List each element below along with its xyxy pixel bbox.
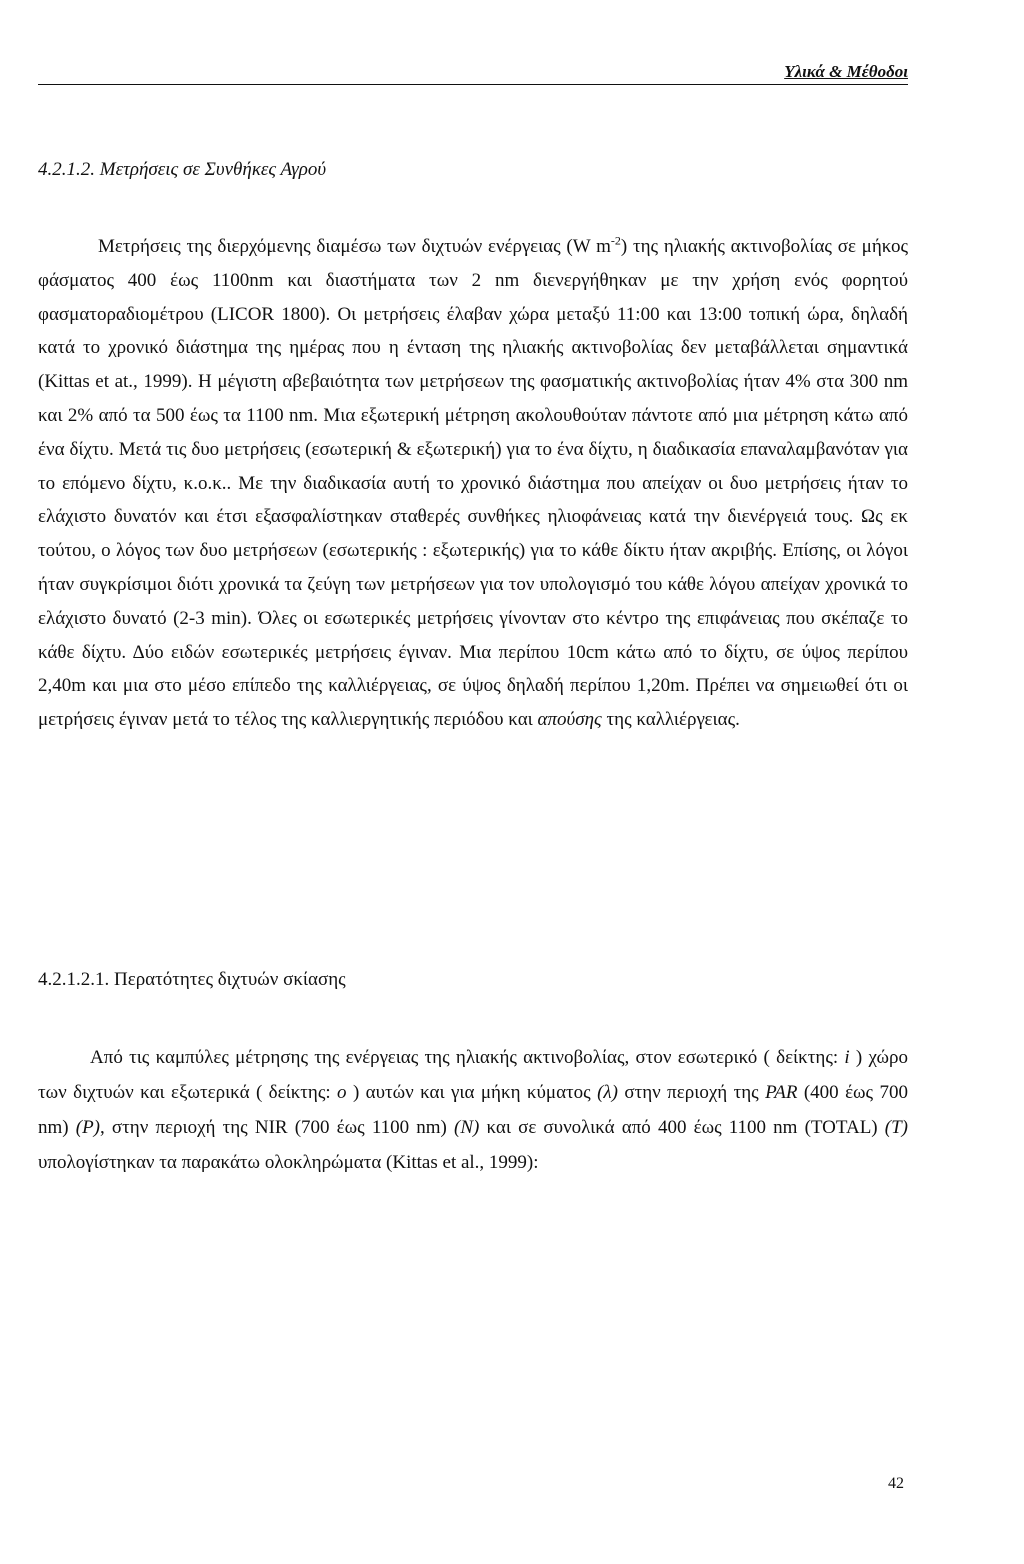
- section-heading: 4.2.1.2. Μετρήσεις σε Συνθήκες Αγρού: [38, 159, 327, 180]
- text-run: της καλλιέργειας.: [601, 709, 740, 731]
- text-run: υπολογίστηκαν τα παρακάτω ολοκληρώματα (Kittas et al., 1999):: [38, 1152, 539, 1173]
- subsection-heading: 4.2.1.2.1. Περατότητες διχτυών σκίασης: [38, 969, 346, 990]
- header-rule: [38, 84, 908, 85]
- italic-p: (P): [75, 1117, 101, 1138]
- text-run: ) αυτών και για μήκη κύματος: [346, 1082, 598, 1103]
- italic-index-o: o: [337, 1082, 347, 1103]
- italic-index-i: i: [844, 1047, 850, 1068]
- italic-t: (T): [884, 1117, 908, 1138]
- paragraph-field-measurements: [38, 230, 908, 737]
- paragraph-transmittance: [38, 1040, 908, 1180]
- italic-term: απούσης: [537, 709, 602, 731]
- italic-par: PAR: [765, 1082, 798, 1103]
- text-run: Μετρήσεις της διερχόμενης διαμέσω των διχτυών ενέργειας (W m: [98, 236, 611, 257]
- superscript: -2: [610, 233, 621, 248]
- page-number: 42: [888, 1475, 904, 1492]
- text-run: , στην περιοχή της NIR (700 έως 1100 nm): [100, 1117, 454, 1138]
- text-run: στην περιοχή της: [617, 1082, 766, 1103]
- text-run: Από τις καμπύλες μέτρησης της ενέργειας της ηλιακής ακτινοβολίας, στον εσωτερικό ( δείκτης:: [90, 1047, 845, 1068]
- italic-n: (N): [454, 1117, 480, 1138]
- text-run: ) της ηλιακής ακτινοβολίας σε μήκος φάσματος 400 έως 1100nm και διαστήματα των 2 nm διενεργήθηκαν με την χρήση ενός φορητού φασματοραδιομέτρου (LICOR 1800). Οι μετρήσεις έλαβαν χώρα μεταξύ 11:00 και 13:00 τοπική ώρα, δηλαδή κατά το χρονικό διάστημα της ημέρας που η ένταση της ηλιακής ακτινοβολίας δεν μεταβάλλεται σημαντικά (Kittas et at., 1999). Η μέγιστη αβεβαιότητα των μετρήσεων της φασματικής ακτινοβολίας ήταν 4% στα 300 nm και 2% από τα 500 έως τα 1100 nm. Μια εξωτερική μέτρηση ακολουθούταν πάντοτε από μια μέτρηση κάτω από ένα δίχτυ. Μετά τις δυο μετρήσεις (εσωτερική & εξωτερική) για το ένα δίχτυ, η διαδικασία επαναλαμβανόταν για το επόμενο δίχτυ, κ.ο.κ.. Με την διαδικασία αυτή το χρονικό διάστημα που απείχαν οι δυο μετρήσεις ήταν το ελάχιστο δυνατόν και έτσι εξασφαλίστηκαν σταθερές συνθήκες ηλιοφάνειας κατά την διενέργειά τους. Ως εκ τούτου, ο λόγος των δυο μετρήσεων (εσωτερικής : εξωτερικής) για το κάθε δίκτυ ήταν ακριβής. Επίσης, οι λόγοι ήταν συγκρίσιμοι διότι χρονικά τα ζεύγη των μετρήσεων για τον υπολογισμό του κάθε λόγου απείχαν χρονικά το ελάχιστο δυνατό (2-3 min). Όλες οι εσωτερικές μετρήσεις γίνονταν στο κέντρο της επιφάνειας που σκέπαζε το κάθε δίχτυ. Δύο ειδών εσωτερικές μετρήσεις έγιναν. Μια περίπου 10cm κάτω από το δίχτυ, σε ύψος περίπου 2,40m και μια στο μέσο επίπεδο της καλλιέργειας, σε ύψος δηλαδή περίπου 1,20m. Πρέπει να σημειωθεί ότι οι μετρήσεις έγιναν μετά το τέλος της καλλιεργητικής περιόδου και: [38, 236, 908, 731]
- text-run: ) χώρο των διχτυών και εξωτερικά ( δείκτης:: [38, 1047, 908, 1103]
- running-header: Υλικά & Μέθοδοι: [784, 62, 908, 81]
- text-run: και σε συνολικά από 400 έως 1100 nm (TOTAL): [479, 1117, 885, 1138]
- italic-lambda: (λ): [597, 1082, 618, 1103]
- text-run: (400 έως 700 nm): [38, 1082, 908, 1138]
